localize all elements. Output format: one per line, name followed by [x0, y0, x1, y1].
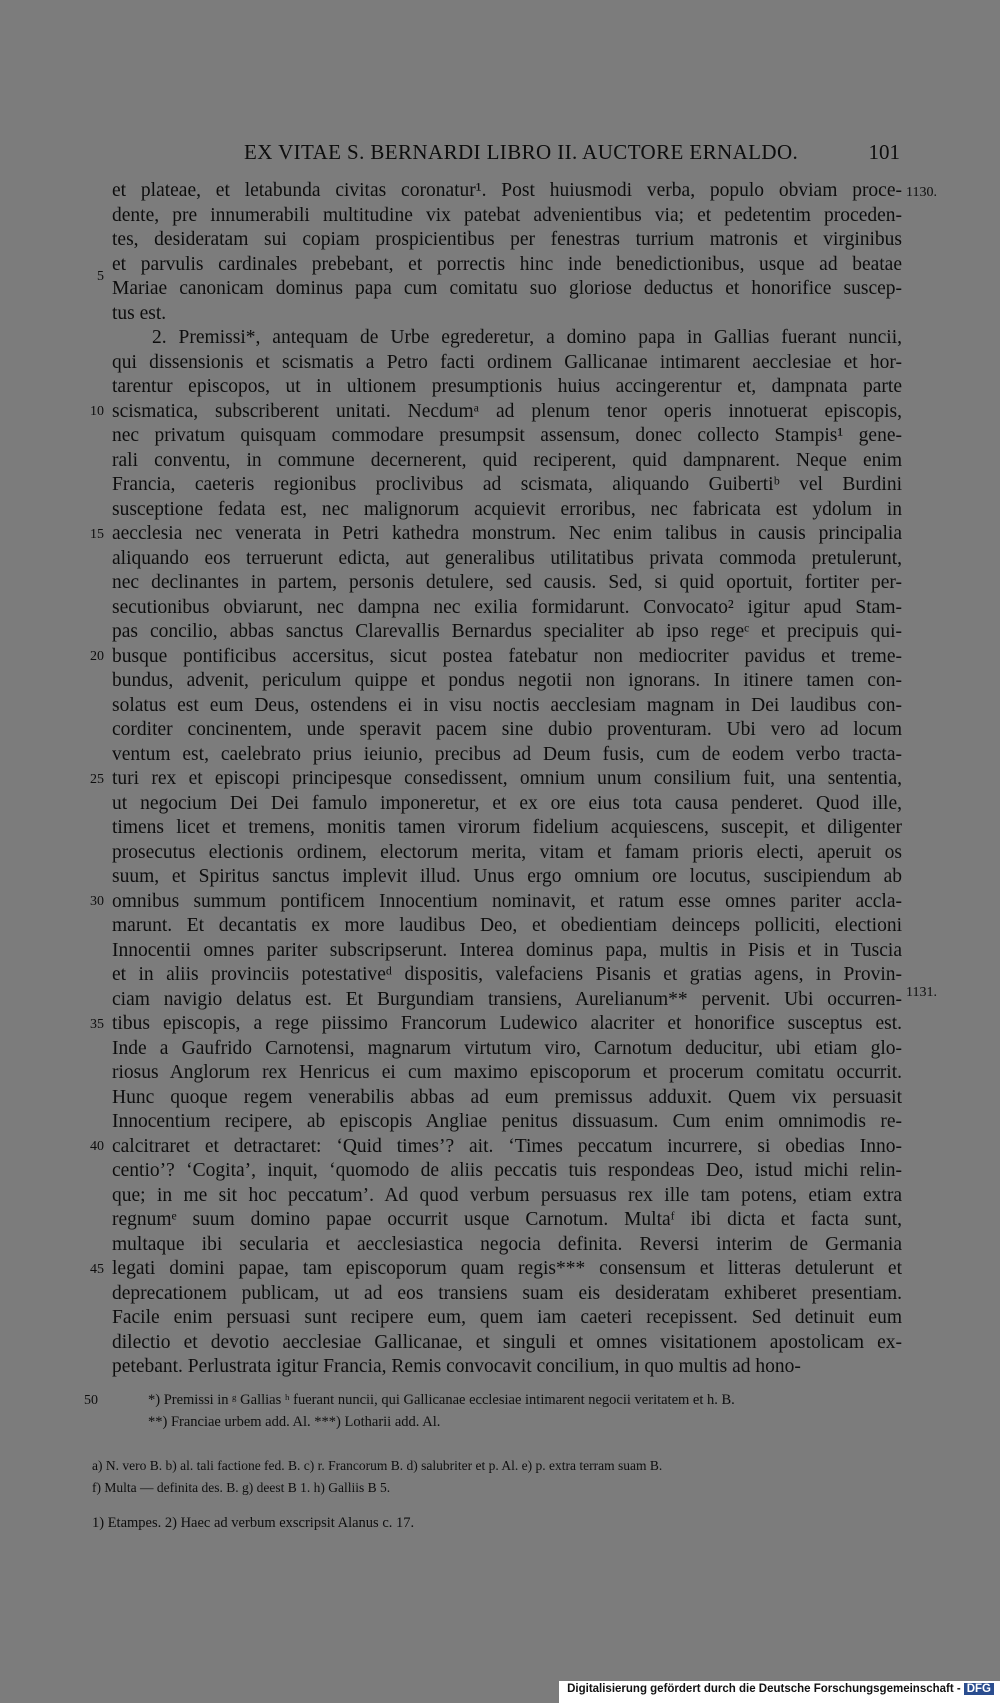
main-text — [112, 179, 902, 1380]
text-line: deprecationem publicam, ut ad eos transiens suam eis desideratam exhiberet presentiam. — [112, 1282, 902, 1304]
text-line: nec declinantes in partem, personis detulere, sed causis. Sed, si quid oportuit, fortiter per- — [112, 572, 902, 593]
text-line: rali conventu, in commune decernerent, quid reciperent, quid dampnarent. Neque enim — [112, 449, 902, 471]
text-line: qui dissensionis et scismatis a Petro facti ordinem Gallicanae intimarent aecclesiae et hor- — [112, 351, 902, 373]
line-number: 15 — [90, 527, 104, 542]
text-line: calcitraret et detractaret: ‘Quid times’? ait. ‘Times peccatum incurrere, si obedias Inno- — [112, 1135, 902, 1157]
line-number: 30 — [90, 894, 104, 909]
margin-year: 1130. — [906, 185, 937, 200]
text-line: ciam navigio delatus est. Et Burgundiam transiens, Aurelianum** pervenit. Ubi occurren- — [112, 988, 902, 1010]
running-title: EX VITAE S. BERNARDI LIBRO II. AUCTORE ERNALDO. — [244, 140, 799, 164]
text-line: scismatica, subscriberent unitati. Necdumᵃ ad plenum tenor operis innotuerat episcopis, — [112, 400, 902, 422]
text-line: dilectio et devotio aecclesiae Gallicanae, et singuli et omnes visitationem apostolicam ex- — [112, 1331, 902, 1353]
text-line: bundus, advenit, periculum quippe et pondus negotii non ignorans. In itinere tamen con- — [112, 670, 902, 691]
line-number: 35 — [90, 1017, 104, 1032]
reference-line: 1) Etampes. 2) Haec ad verbum exscripsit Alanus c. 17. — [92, 1515, 415, 1531]
text-line: petebant. Perlustrata igitur Francia, Remis convocavit concilium, in quo multis ad hono- — [112, 1356, 801, 1377]
text-line: centio’? ‘Cogita’, inquit, ‘quomodo de aliis peccatis tuis respondeas Deo, istud michi relin- — [112, 1160, 902, 1181]
text-line: tibus episcopis, a rege piissimo Francorum Ludewico alacriter et honorifice susceptus est. — [112, 1013, 902, 1034]
text-line: tes, desideratam sui copiam prospicientibus per fenestras turrium matronis et virginibus — [112, 229, 902, 250]
text-line: prosecutus electionis ordinem, electorum merita, vitam et famam prioris electi, aperuit os — [112, 841, 902, 863]
footnote-line: *) Premissi in ᵍ Gallias ʰ fuerant nuncii, qui Gallicanae ecclesiae intimarent negocii veritatem et h. B. — [148, 1392, 735, 1408]
line-number: 25 — [90, 772, 104, 787]
text-line: et in aliis provinciis potestativeᵈ dispositis, valefaciens Pisanis et gratias agens, in Provin- — [112, 964, 902, 985]
text-line: ventum est, caelebrato prius ieiunio, precibus ad Deum fusis, cum de eodem verbo tracta- — [112, 743, 902, 765]
editorial-note-line: f) Multa — definita des. B. g) deest B 1. h) Galliis B 5. — [92, 1480, 391, 1495]
footnotes — [148, 1389, 900, 1433]
page-number: 101 — [868, 140, 900, 164]
text-line: ut negocium Dei Dei famulo imponeretur, et ex ore eius tota causa penderet. Quod ille, — [112, 792, 902, 814]
text-line: aecclesia nec venerata in Petri kathedra monstrum. Nec enim talibus in causis principalia — [112, 523, 902, 544]
line-number: 45 — [90, 1262, 104, 1277]
footnote-line: **) Franciae urbem add. Al. ***) Lotharii add. Al. — [148, 1414, 441, 1430]
text-line: Francia, caeteris regionibus proclivibus ad scismata, aliquando Guibertiᵇ vel Burdini — [112, 474, 902, 495]
text-line: suum, et Spiritus sanctus implevit illud. Unus ergo omnium ore locutus, suscipiendum ab — [112, 866, 902, 887]
text-line: dente, pre innumerabili multitudine vix patebat advenientibus via; et pedetentim proceden- — [112, 204, 902, 226]
line-number: 5 — [97, 269, 104, 284]
text-line: busque pontificibus accersitus, sicut postea fatebatur non mediocriter pavidus et treme- — [112, 645, 902, 667]
text-line: solatus est eum Deus, ostendens ei in visu noctis aecclesiam magnam in Dei laudibus con- — [112, 694, 902, 716]
text-line: 2. Premissi*, antequam de Urbe egrederetur, a domino papa in Gallias fuerant nuncii, — [152, 327, 902, 348]
footnote-line-number: 50 — [84, 1393, 98, 1408]
digitization-credit — [559, 1681, 1000, 1703]
text-line: aliquando eos terruerunt edicta, aut generalibus utilitatibus privata commoda pretulerunt, — [112, 547, 902, 569]
text-line: tarentur episcopos, ut in ultionem presumptionis huius accingerentur et, dampnata parte — [112, 376, 902, 397]
line-number: 20 — [90, 649, 104, 664]
text-line: Hunc quoque regem venerabilis abbas ad eum premissus adduxit. Quem vix persuasit — [112, 1086, 902, 1108]
running-header — [200, 140, 900, 166]
text-line: susceptione fedata est, nec malignorum acquievit erroribus, nec fabricata est ydolum in — [112, 498, 902, 520]
text-line: et plateae, et letabunda civitas coronatur¹. Post huiusmodi verba, populo obviam proce- — [112, 180, 902, 201]
text-line: Mariae canonicam dominus papa cum comitatu suo gloriose deductus et honorifice suscep- — [112, 278, 902, 299]
text-line: multaque ibi secularia et aecclesiastica negocia definita. Reversi interim de Germania — [112, 1233, 902, 1255]
line-number: 10 — [90, 404, 104, 419]
line-number: 40 — [90, 1139, 104, 1154]
text-line: et parvulis cardinales prebebant, et porrectis hinc inde benedictionibus, usque ad beatae — [112, 253, 902, 275]
text-line: legati domini papae, tam episcoporum quam regis*** consensum et litteras detulerunt et — [112, 1258, 902, 1279]
text-line: timens licet et tremens, monitis tamen virorum fidelium acquiescens, suscepit, et diligenter — [112, 817, 902, 838]
dfg-logo: DFG — [964, 1683, 994, 1695]
text-line: que; in me sit hoc peccatum’. Ad quod verbum persuasus rex ille tam potens, etiam extra — [112, 1184, 902, 1206]
text-line: marunt. Et decantatis ex more laudibus Deo, et obedientiam deinceps polliciti, electioni — [112, 915, 902, 936]
references — [92, 1512, 900, 1534]
text-line: turi rex et episcopi principesque consedissent, omnium unum consilium fuit, una sententia, — [112, 768, 902, 789]
text-line: omnibus summum pontificem Innocentium nominavit, et ratum esse omnes pariter accla- — [112, 890, 902, 912]
editorial-note-line: a) N. vero B. b) al. tali factione fed. B. c) r. Francorum B. d) salubriter et p. Al. e) p. extra terram suam B. — [92, 1458, 663, 1473]
text-line: Innocentium recipere, ab episcopis Angliae penitus dissuasum. Cum enim omnimodis re- — [112, 1111, 902, 1132]
text-line: corditer concinentem, unde speravit pacem sine dubio proventuram. Ubi vero ad locum — [112, 719, 902, 740]
text-line: Facile enim persuasi sunt recipere eum, quem iam caeteri recepissent. Sed detinuit eum — [112, 1307, 902, 1328]
text-line: riosus Anglorum rex Henricus ei cum maximo episcoporum et procerum comitatu occurrit. — [112, 1062, 902, 1083]
text-line: Inde a Gaufrido Carnotensi, magnarum virtutum viro, Carnotum deducitur, ubi etiam glo- — [112, 1037, 902, 1059]
text-line: regnumᵉ suum domino papae occurrit usque Carnotum. Multaᶠ ibi dicta et facta sunt, — [112, 1209, 902, 1230]
margin-year: 1131. — [906, 985, 937, 1000]
credit-text: Digitalisierung gefördert durch die Deutsche Forschungsgemeinschaft - — [567, 1683, 961, 1695]
text-line: nec privatum quisquam commodare presumpsit assensum, donec collecto Stampis¹ gene- — [112, 425, 902, 446]
text-line: secutionibus obviarunt, nec dampna nec exilia formidarunt. Convocato² igitur apud Stam- — [112, 596, 902, 618]
text-line: tus est. — [112, 302, 167, 324]
editorial-notes — [92, 1455, 900, 1499]
text-line: pas concilio, abbas sanctus Clarevallis Bernardus specialiter ab ipso regeᶜ et precipuis qui- — [112, 621, 902, 642]
text-line: Innocentii omnes pariter subscripserunt. Interea dominus papa, multis in Pisis et in Tuscia — [112, 939, 902, 961]
